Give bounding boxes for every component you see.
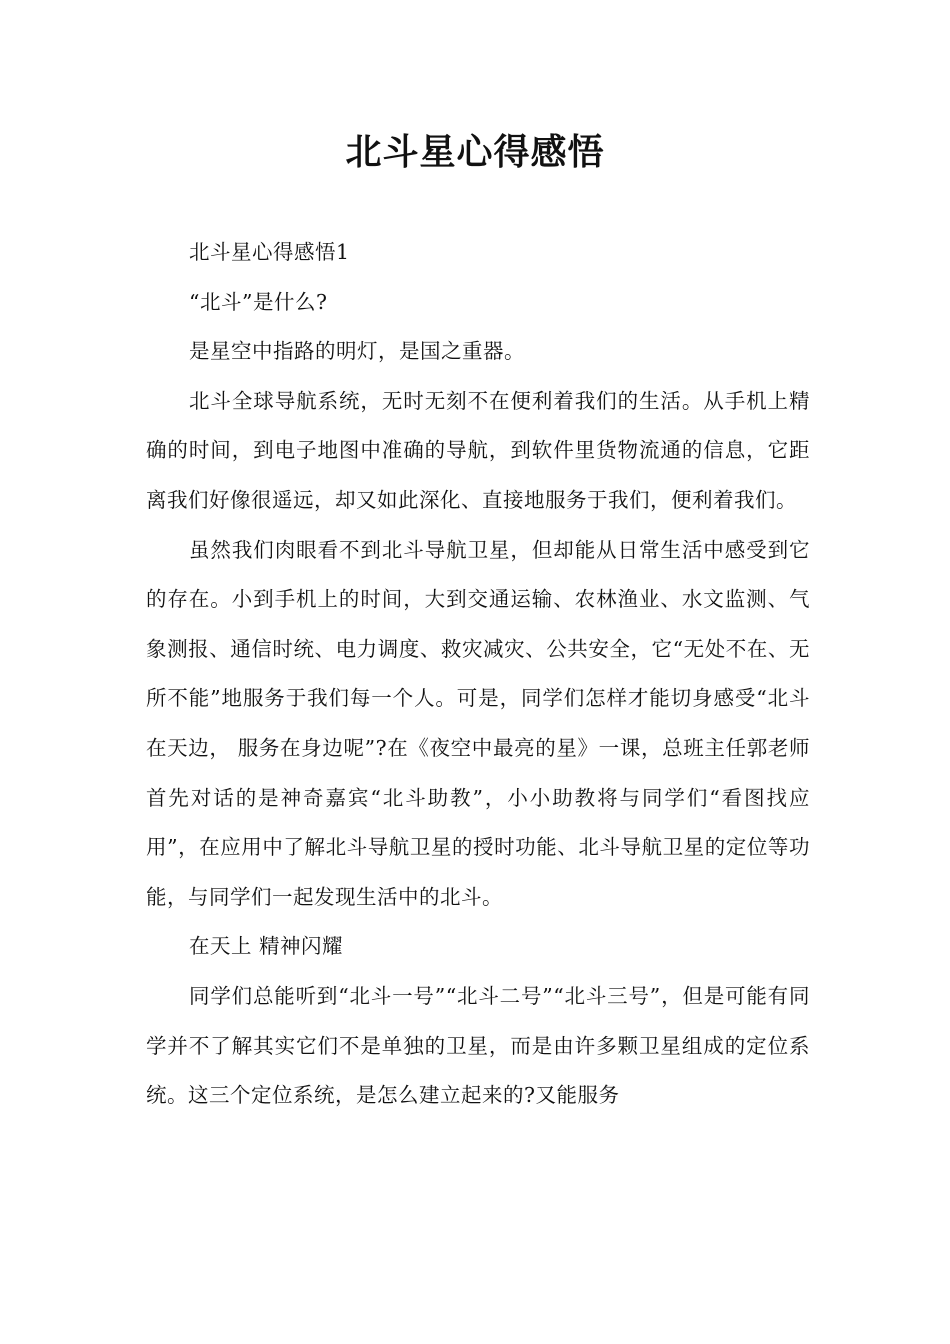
paragraph-section-heading: 在天上 精神闪耀 <box>189 934 344 959</box>
paragraph-navigation-system: 北斗全球导航系统，无时无刻不在便利着我们的生活。从手机上精确的时间，到电子地图中准确的导航，到软件里货物流通的信息，它距离我们好像很遥远，却又如此深化、直接地服务于我们，便利着我们。 <box>146 388 810 512</box>
paragraph-answer: 是星空中指路的明灯，是国之重器。 <box>189 339 525 364</box>
document-body <box>146 228 810 1121</box>
paragraph-heading-1: 北斗星心得感悟1 <box>189 240 350 264</box>
paragraph-question: “北斗”是什么? <box>189 289 328 314</box>
document-title: 北斗星心得感悟 <box>345 132 605 173</box>
paragraph-everyday-presence: 虽然我们肉眼看不到北斗导航卫星，但却能从日常生活中感受到它的存在。小到手机上的时间，大到交通运输、农林渔业、水文监测、气象测报、通信时统、电力调度、救灾减灾、公共安全，它“无处不在、无所不能”地服务于我们每一个人。可是，同学们怎样才能切身感受“北斗在天边， 服务在身边呢”?在《夜空中最亮的星》一课，总班主任郭老师首先对话的是神奇嘉宾“北斗助教”，小小助教将与同学们“看图找应用”，在应用中了解北斗导航卫星的授时功能、北斗导航卫星的定位等功能，与同学们一起发现生活中的北斗。 <box>146 537 810 909</box>
paragraph-beidou-generations: 同学们总能听到“北斗一号”“北斗二号”“北斗三号”，但是可能有同学并不了解其实它们不是单独的卫星，而是由许多颗卫星组成的定位系统。这三个定位系统，是怎么建立起来的?又能服务 <box>146 983 810 1108</box>
